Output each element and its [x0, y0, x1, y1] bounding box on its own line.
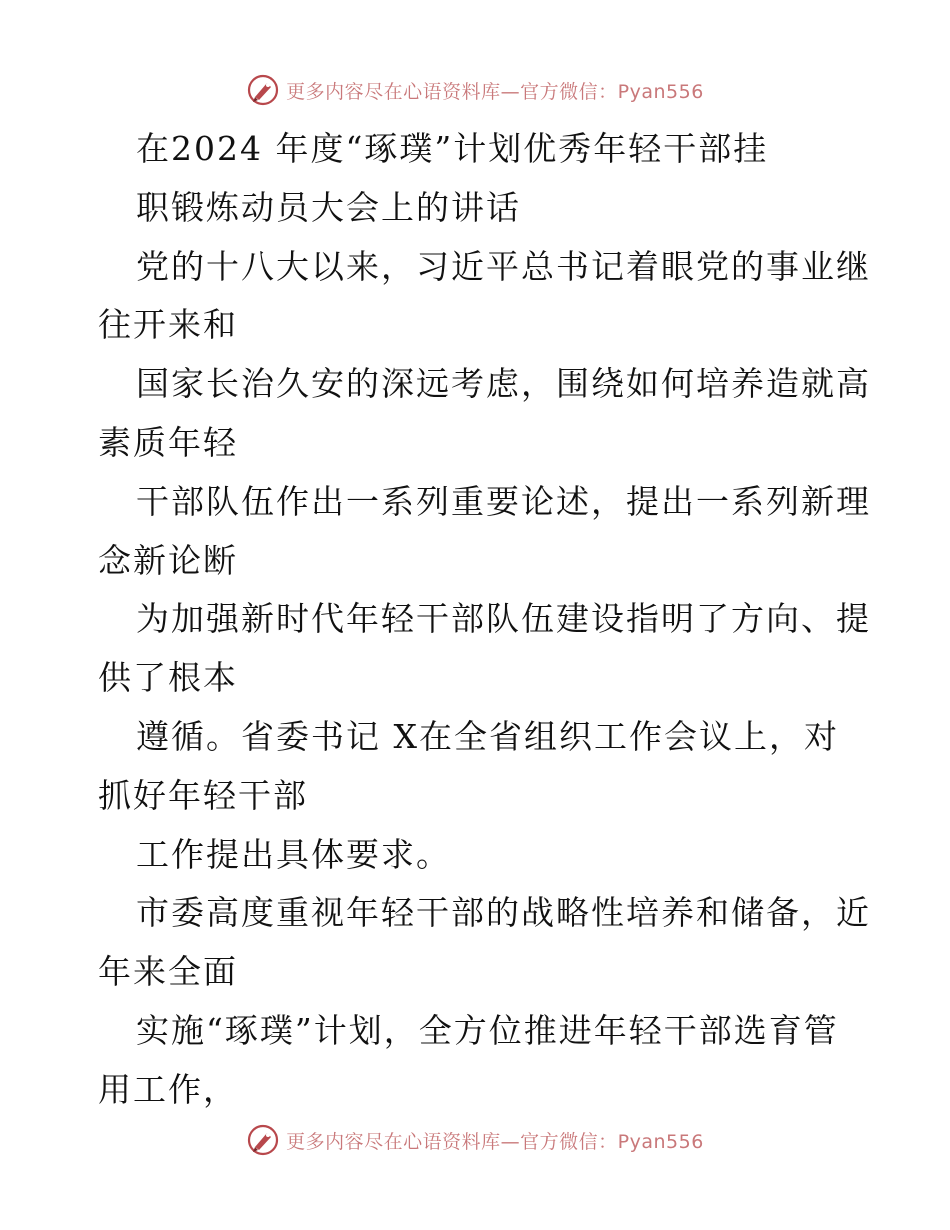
pen-nib-circle-logo-icon [246, 73, 280, 107]
paragraph-line: 为加强新时代年轻干部队伍建设指明了方向、提 [136, 599, 871, 639]
header-banner-text: 更多内容尽在心语资料库—官方微信：Pyan556 [286, 80, 704, 103]
title-line-1: 在2024 年度“琢璞”计划优秀年轻干部挂 [136, 129, 769, 168]
paragraph-line: 实施“琢璞”计划，全方位推进年轻干部选育管 [136, 1010, 839, 1050]
paragraph-line: 用工作， [98, 1069, 238, 1109]
document-body [98, 120, 871, 1120]
paragraph-line: 供了根本 [98, 658, 238, 698]
paragraph-line: 抓好年轻干部 [98, 775, 308, 815]
paragraph-line: 素质年轻 [98, 422, 238, 462]
title-line-2: 职锻炼动员大会上的讲话 [136, 187, 521, 227]
header-banner [0, 70, 950, 110]
paragraph-line: 市委高度重视年轻干部的战略性培养和储备，近 [136, 893, 871, 933]
paragraph-line: 干部队伍作出一系列重要论述，提出一系列新理 [136, 481, 871, 521]
paragraph-line: 工作提出具体要求。 [136, 834, 451, 874]
footer-banner [0, 1120, 950, 1160]
footer-banner-text: 更多内容尽在心语资料库—官方微信：Pyan556 [286, 1130, 704, 1153]
paragraph-line: 年来全面 [98, 952, 238, 992]
paragraph-line: 念新论断 [98, 540, 238, 580]
pen-nib-circle-logo-icon [246, 1123, 280, 1157]
paragraph-line: 往开来和 [98, 305, 238, 345]
paragraph-line: 党的十八大以来，习近平总书记着眼党的事业继 [136, 246, 871, 286]
paragraph-line: 遵循。省委书记 X在全省组织工作会议上，对 [136, 716, 839, 756]
paragraph-line: 国家长治久安的深远考虑，围绕如何培养造就高 [136, 364, 871, 404]
